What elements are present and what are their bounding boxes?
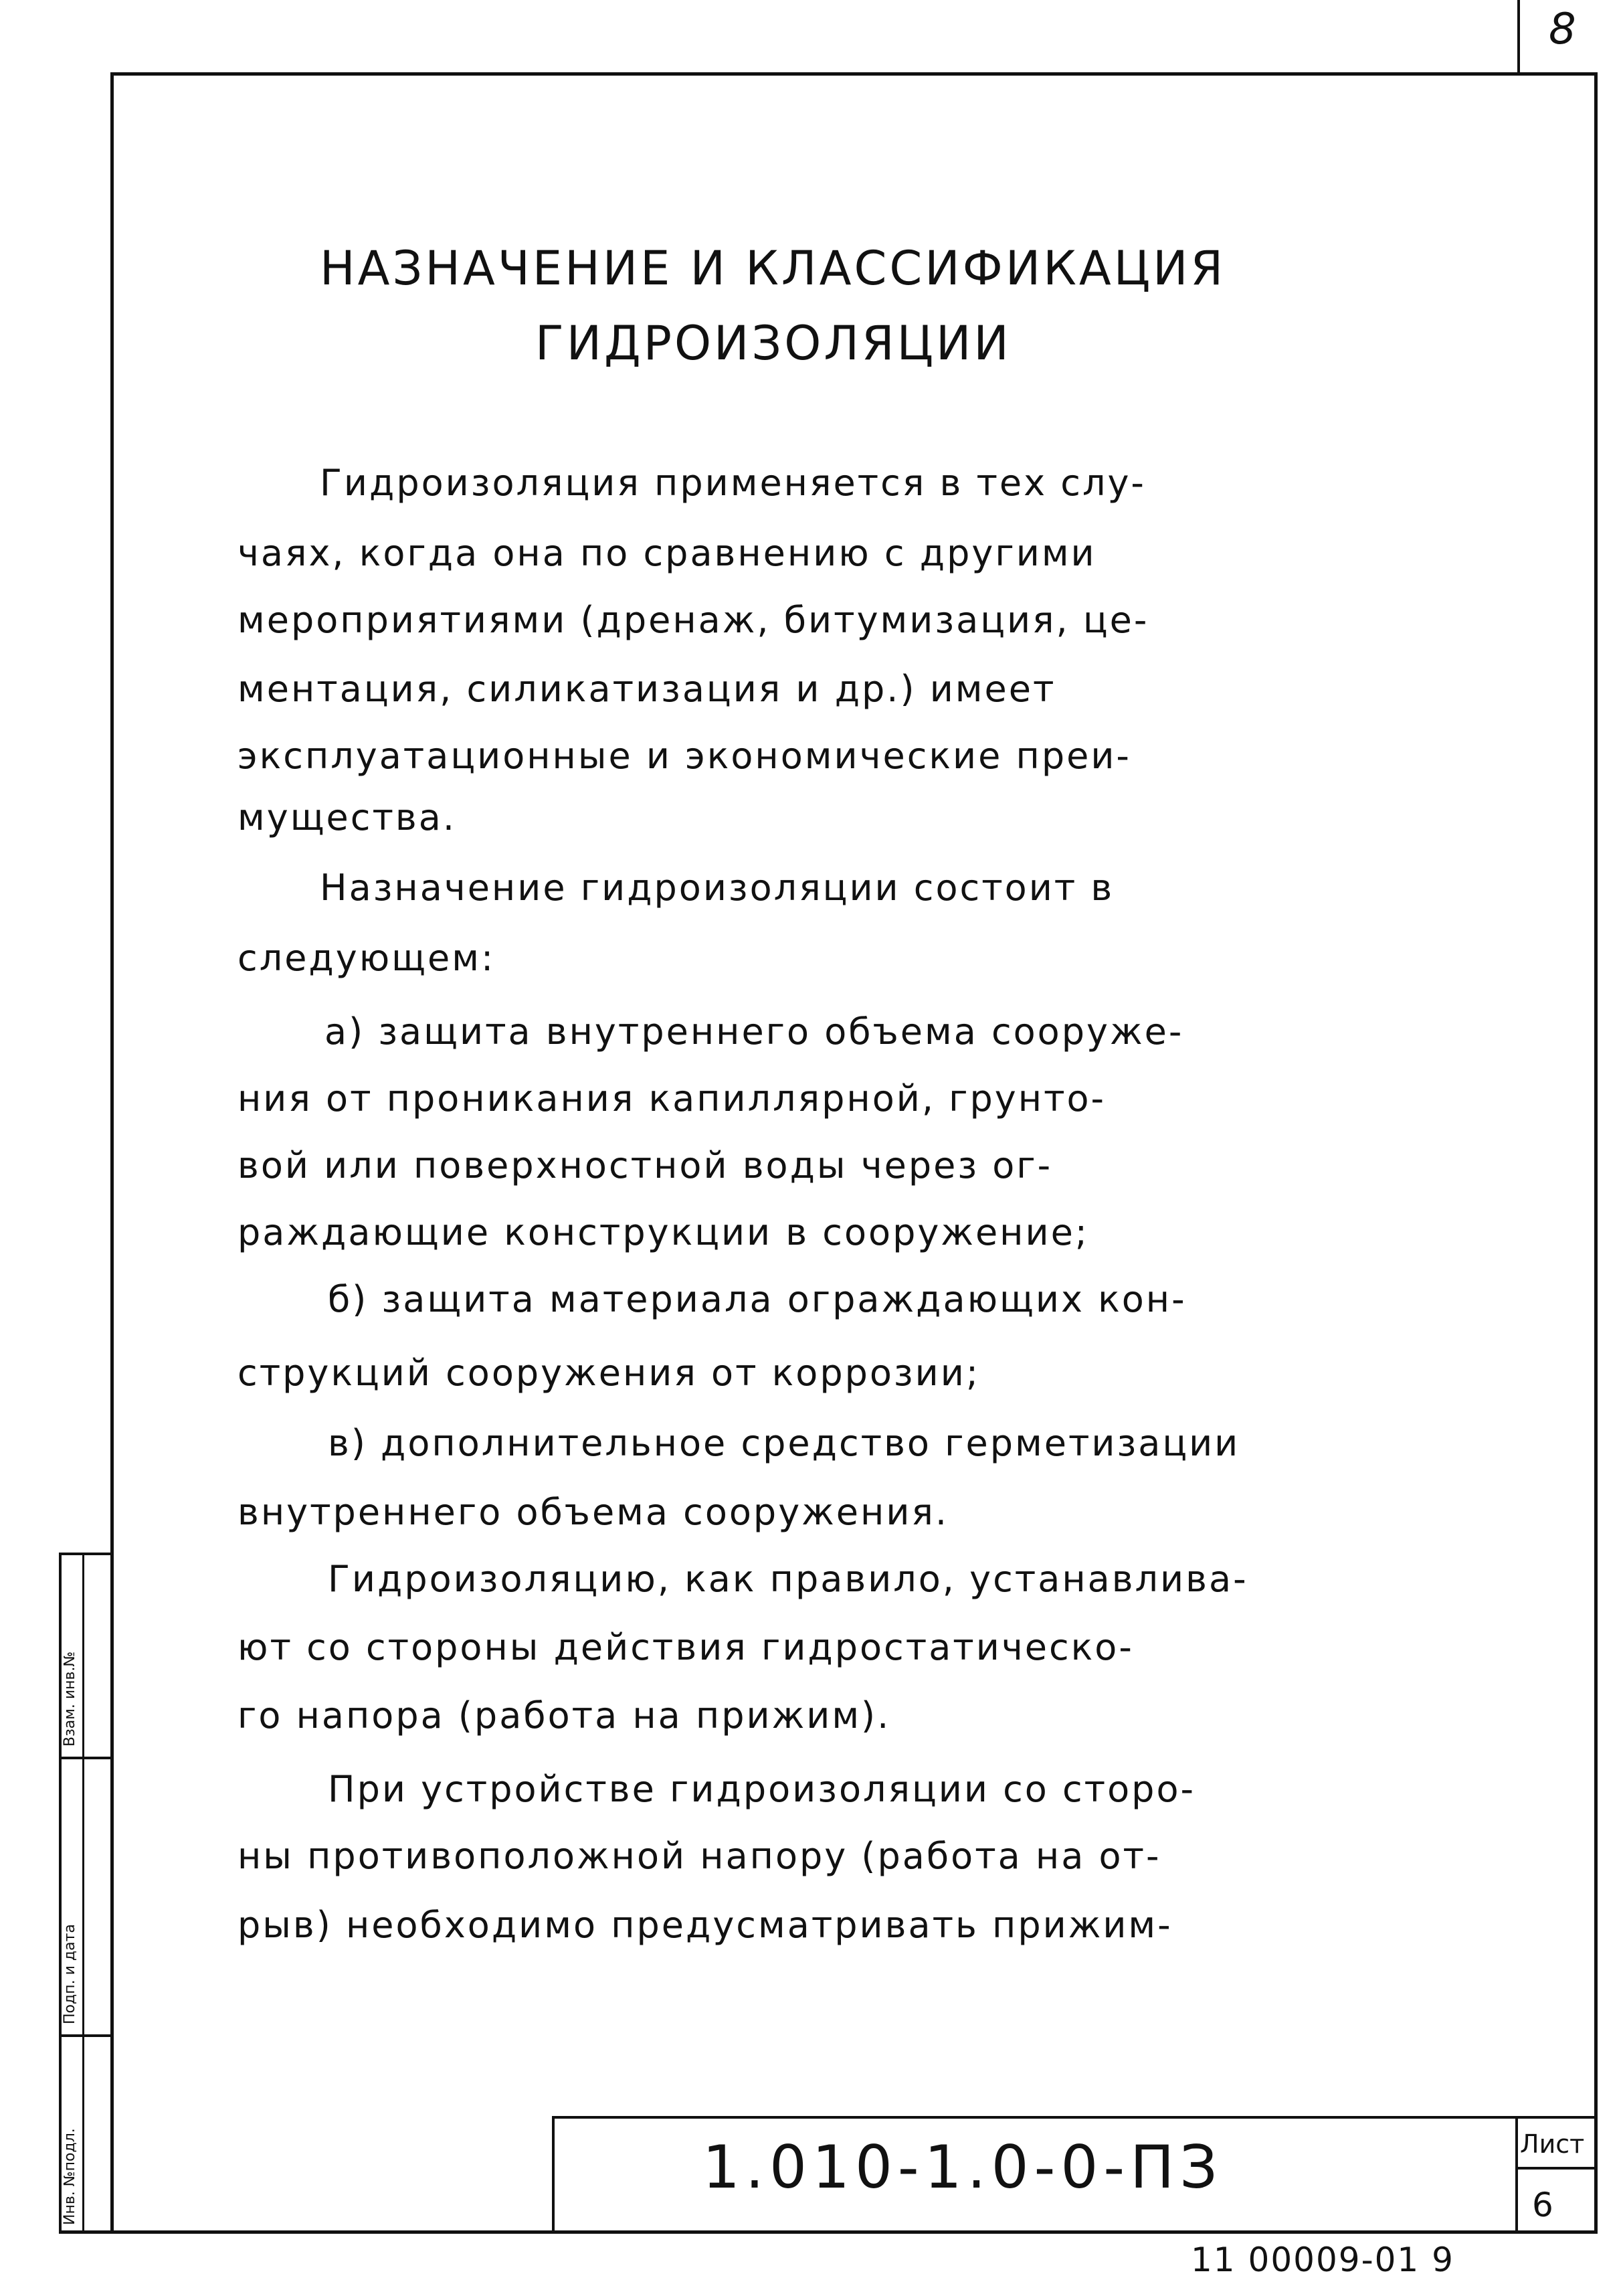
page-number: 8 [1549, 5, 1576, 54]
body-line: ментация, силикатизация и др.) имеет [237, 668, 1056, 710]
body-line: Назначение гидроизоляции состоит в [320, 867, 1115, 909]
stamp-div-2 [59, 2034, 112, 2037]
body-line: в) дополнительное средство герметизации [328, 1422, 1240, 1464]
page-number-divider [1517, 0, 1520, 75]
body-line: струкций сооружения от коррозии; [237, 1352, 981, 1394]
title-line-2: ГИДРОИЗОЛЯЦИИ [535, 316, 1012, 371]
body-line: следующем: [237, 937, 496, 979]
frame-left [110, 72, 114, 2234]
body-line: го напора (работа на прижим). [237, 1694, 891, 1737]
frame-top [112, 72, 1598, 76]
frame-bottom [60, 2230, 1598, 2234]
stamp-top [59, 1553, 112, 1555]
body-line: Гидроизоляцию, как правило, устанавлива- [328, 1558, 1248, 1600]
body-line: раждающие конструкции в сооружение; [237, 1211, 1089, 1253]
sheet-label: Лист [1520, 2129, 1585, 2159]
sheet-number: 6 [1532, 2186, 1553, 2224]
body-line: Гидроизоляция применяется в тех слу- [320, 462, 1146, 504]
body-line: рыв) необходимо предусматривать прижим- [237, 1904, 1173, 1946]
body-line: чаях, когда она по сравнению с другими [237, 532, 1096, 574]
stamp-vzam-inv-label: Взам. инв.№ [62, 1651, 78, 1747]
document-code: 1.010-1.0-0-ПЗ [702, 2133, 1223, 2202]
stamp-div-1 [59, 1757, 112, 1759]
body-line: При устройстве гидроизоляции со сторо- [328, 1768, 1196, 1810]
body-line: а) защита внутреннего объема сооруже- [324, 1010, 1184, 1053]
body-line: мущества. [237, 796, 457, 838]
body-line: б) защита материала ограждающих кон- [328, 1278, 1187, 1320]
body-line: внутреннего объема сооружения. [237, 1491, 949, 1533]
title-block-left [552, 2116, 555, 2233]
footer-code: 11 00009-01 9 [1191, 2240, 1454, 2279]
body-line: мероприятиями (дренаж, битумизация, це- [237, 599, 1149, 641]
body-line: ны противоположной напору (работа на от- [237, 1835, 1161, 1877]
stamp-mid-line [82, 1553, 84, 2234]
stamp-sign-date-label: Подп. и дата [62, 1924, 78, 2024]
stamp-inv-orig-label: Инв. №подл. [62, 2128, 78, 2225]
body-line: вой или поверхностной воды через ог- [237, 1144, 1053, 1186]
title-line-1: НАЗНАЧЕНИЕ И КЛАССИФИКАЦИЯ [320, 241, 1226, 296]
body-line: ния от проникания капиллярной, грунто- [237, 1077, 1107, 1120]
frame-right [1594, 72, 1598, 2234]
title-block-sheet-hline [1515, 2167, 1596, 2170]
body-line: эксплуатационные и экономические преи- [237, 735, 1131, 777]
body-line: ют со стороны действия гидростатическо- [237, 1626, 1134, 1668]
title-block-sheet-divider [1515, 2116, 1518, 2233]
title-block-top [552, 2116, 1596, 2119]
